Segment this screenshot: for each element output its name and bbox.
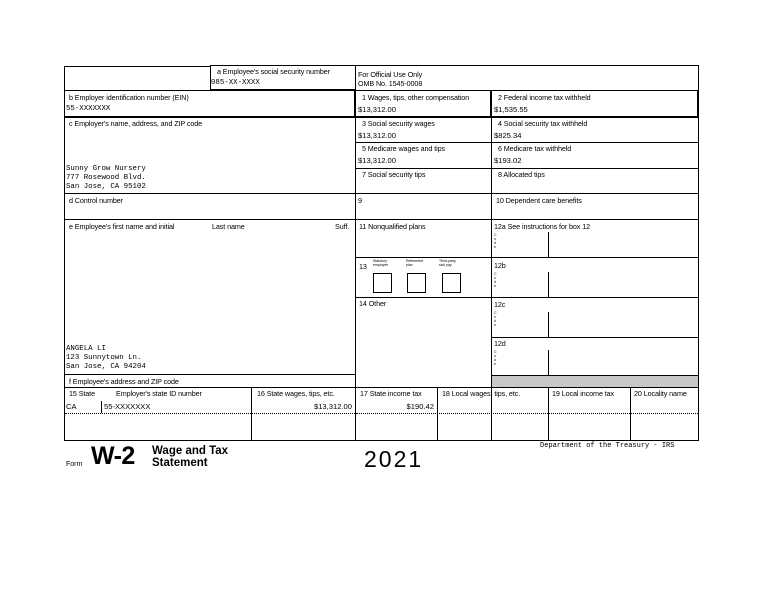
box-6-value: $193.02 <box>494 156 522 165</box>
box-2-label: 2 Federal income tax withheld <box>498 93 591 102</box>
box-a-label: a Employee's social security number <box>217 67 330 76</box>
box-19-label: 19 Local income tax <box>552 389 615 398</box>
box-1-label: 1 Wages, tips, other compensation <box>362 93 470 102</box>
box-12b-code-label: C o d e <box>494 272 497 288</box>
form-word: Form <box>66 461 83 468</box>
box-12d-code-label: C o d e <box>494 350 497 366</box>
box-10-label: 10 Dependent care benefits <box>496 196 582 205</box>
box-17-label: 17 State income tax <box>360 389 422 398</box>
box-12a-code-label: C o d e <box>494 233 497 249</box>
box-6-label: 6 Medicare tax withheld <box>498 144 572 153</box>
box-b-ein: 55-XXXXXXX <box>66 105 111 113</box>
box-12d-label: 12d <box>494 339 506 348</box>
state-code: CA <box>66 402 77 411</box>
box-12c-label: 12c <box>494 300 506 309</box>
omb-number: OMB No. 1545-0008 <box>358 79 423 88</box>
form-title-line2: Statement <box>152 457 208 469</box>
box-9-label: 9 <box>358 196 362 205</box>
third-party-sick-pay-label: Third-party sick pay <box>439 259 456 267</box>
box-16-value: $13,312.00 <box>313 402 352 411</box>
box-b-label: b Employer identification number (EIN) <box>69 93 189 102</box>
tax-year: 2021 <box>364 446 424 472</box>
employee-name: ANGELA LI <box>66 345 106 353</box>
box-3-label: 3 Social security wages <box>362 119 435 128</box>
employer-address: 777 Rosewood Blvd. <box>66 174 146 182</box>
box-8-label: 8 Allocated tips <box>498 170 545 179</box>
last-name-label: Last name <box>212 222 245 231</box>
box-5-label: 5 Medicare wages and tips <box>362 144 445 153</box>
retirement-plan-label: Retirement plan <box>406 259 424 267</box>
box-2-value: $1,535.55 <box>494 105 528 114</box>
box-12a-label: 12a See instructions for box 12 <box>494 222 590 231</box>
box-4-value: $825.34 <box>494 131 522 140</box>
box-4-label: 4 Social security tax withheld <box>498 119 588 128</box>
box-16-label: 16 State wages, tips, etc. <box>257 389 335 398</box>
form-title-line1: Wage and Tax <box>152 445 229 457</box>
box-13-label: 13 <box>359 262 367 271</box>
suffix-label: Suff. <box>335 222 350 231</box>
box-15-label: 15 State <box>69 389 95 398</box>
box-1-value: $13,312.00 <box>358 105 397 114</box>
statutory-employee-label: Statutory employee <box>373 259 389 267</box>
box-c-label: c Employer's name, address, and ZIP code <box>69 119 203 128</box>
agency-label: Department of the Treasury - IRS <box>540 442 675 450</box>
form-id: W-2 <box>91 442 135 470</box>
box-12c-code-label: C o d e <box>494 311 497 327</box>
statutory-employee-checkbox[interactable] <box>373 273 392 293</box>
box-20-label: 20 Locality name <box>634 389 687 398</box>
official-use-label: For Official Use Only <box>358 70 423 79</box>
box-a-ssn: 085-XX-XXXX <box>211 79 260 87</box>
state-id-label: Employer's state ID number <box>116 389 202 398</box>
state-id-value: 55-XXXXXXX <box>104 402 151 411</box>
box-12b-label: 12b <box>494 261 506 270</box>
box-17-value: $190.42 <box>406 402 434 411</box>
employee-city: San Jose, CA 94204 <box>66 363 146 371</box>
box-11-label: 11 Nonqualified plans <box>359 222 426 231</box>
box-f-label: f Employee's address and ZIP code <box>69 377 179 386</box>
employer-city: San Jose, CA 95102 <box>66 183 146 191</box>
box-3-value: $13,312.00 <box>358 131 397 140</box>
box-d-label: d Control number <box>69 196 123 205</box>
retirement-plan-checkbox[interactable] <box>407 273 426 293</box>
box-18-label: 18 Local wages, tips, etc. <box>442 389 521 398</box>
box-7-label: 7 Social security tips <box>362 170 426 179</box>
box-5-value: $13,312.00 <box>358 156 397 165</box>
box-e-label: e Employee's first name and initial <box>69 222 175 231</box>
box-14-label: 14 Other <box>359 299 387 308</box>
employer-name: Sunny Grow Nursery <box>66 165 146 173</box>
employee-street: 123 Sunnytown Ln. <box>66 354 142 362</box>
third-party-sick-pay-checkbox[interactable] <box>442 273 461 293</box>
